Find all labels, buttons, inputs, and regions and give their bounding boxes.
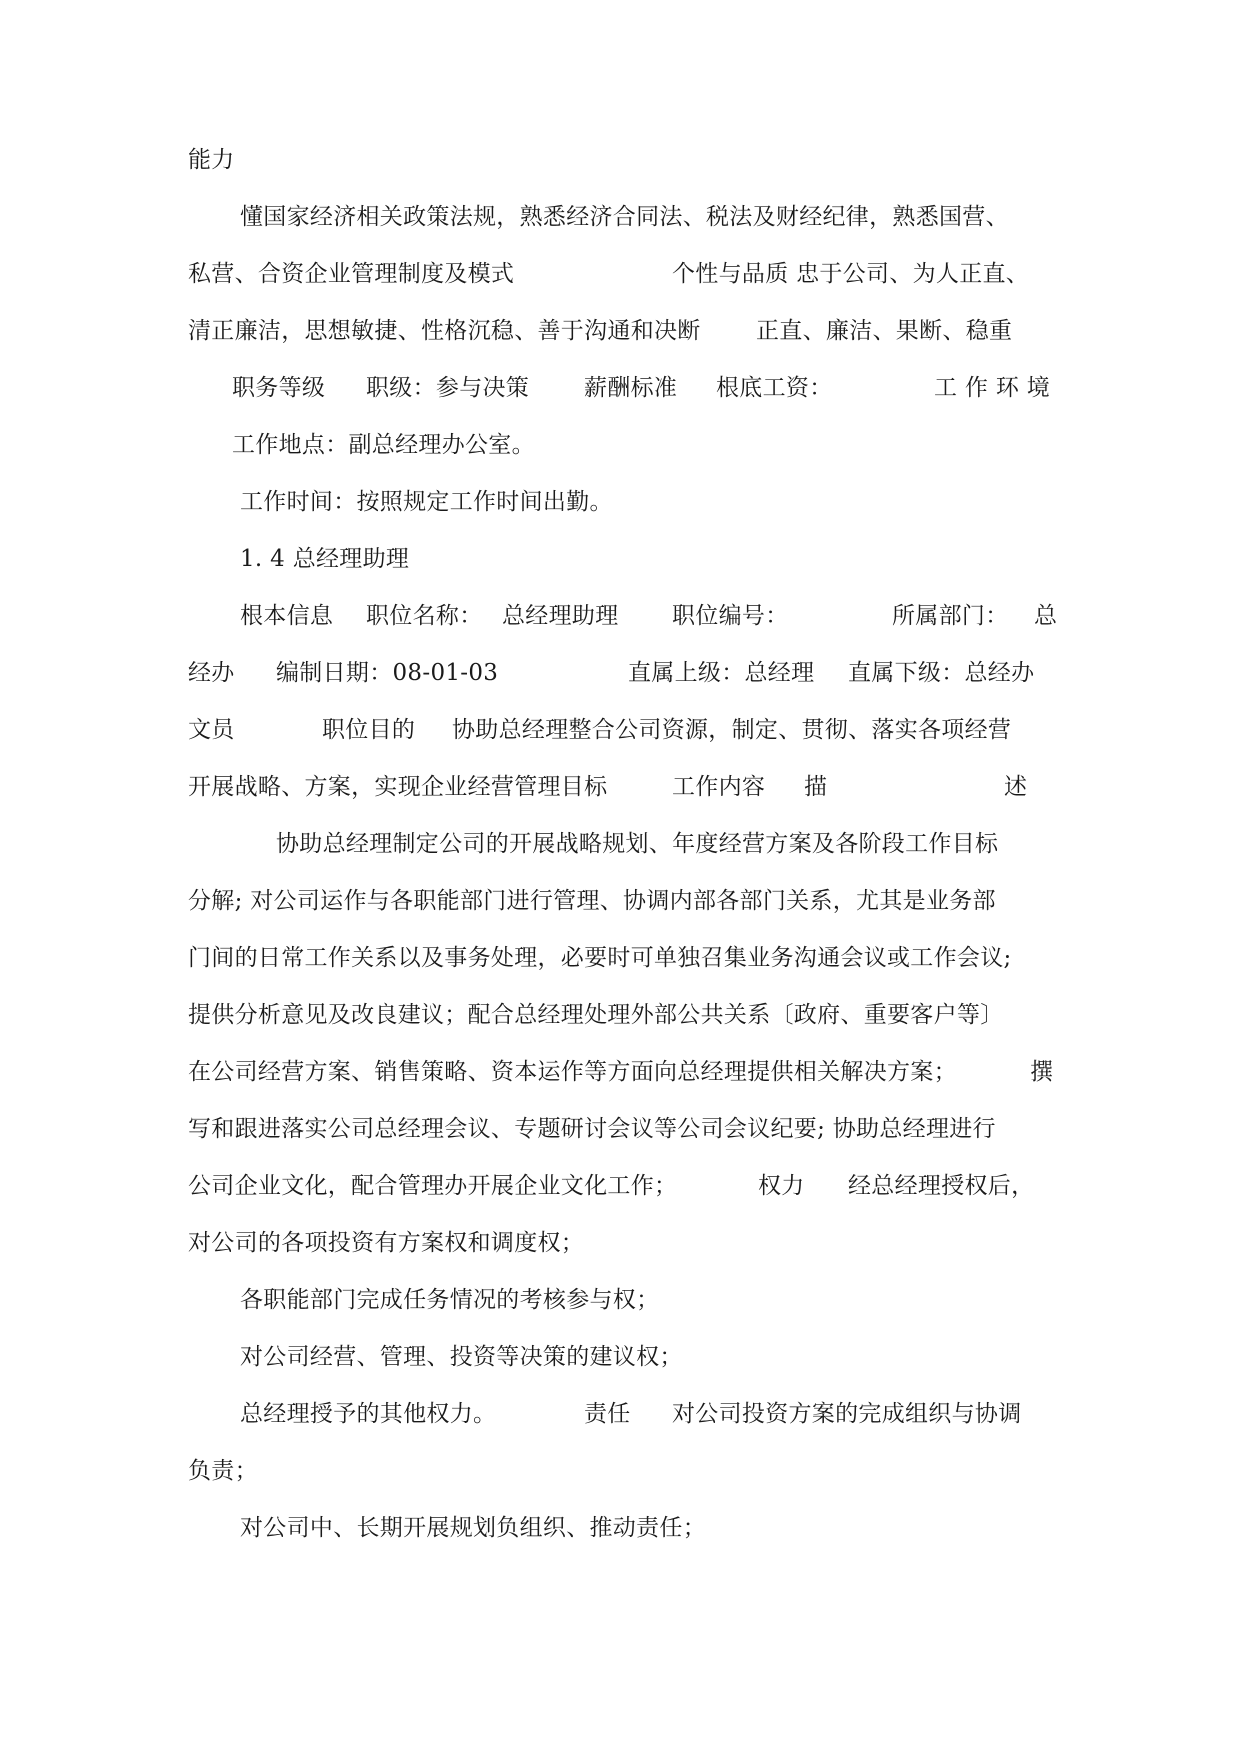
text-line [0,943,1241,973]
text-segment: 撰 [1030,1059,1054,1085]
text-line [0,544,1241,574]
text-segment: 各职能部门完成任务情况的考核参与权； [240,1287,660,1313]
text-segment: 个性与品质 忠于公司、为人正直、 [672,261,1030,287]
text-line [0,1114,1241,1144]
text-segment: 职位编号： [672,603,789,629]
text-segment: 负责； [188,1458,258,1484]
text-line [0,1513,1241,1543]
text-line [0,1000,1241,1030]
text-segment: 经总经理授权后， [848,1173,1035,1199]
text-segment: 根本信息 [240,603,334,629]
text-line [0,145,1241,175]
text-segment: 分解; 对公司运作与各职能部门进行管理、协调内部各部门关系，尤其是业务部 [188,888,996,914]
text-line [0,886,1241,916]
text-segment: 职位名称： [366,603,483,629]
text-line [0,1057,1241,1087]
text-line [0,1399,1241,1429]
text-segment: 直属上级：总经理 [628,660,815,686]
text-line [0,1228,1241,1258]
text-segment: 私营、合资企业管理制度及模式 [188,261,515,287]
text-segment: 对公司中、长期开展规划负组织、推动责任； [240,1515,706,1541]
text-segment: 对公司经营、管理、投资等决策的建议权； [240,1344,683,1370]
text-segment: 职务等级 [232,375,326,401]
text-segment: 懂国家经济相关政策法规，熟悉经济合同法、税法及财经纪律，熟悉国营、 [240,204,1009,230]
text-segment: 所属部门： [892,603,1009,629]
text-line [0,601,1241,631]
text-segment: 总 [1034,603,1058,629]
text-segment: 对公司投资方案的完成组织与协调 [672,1401,1022,1427]
text-segment: 责任 [584,1401,631,1427]
text-segment: 公司企业文化，配合管理办开展企业文化工作； [188,1173,678,1199]
text-segment: 工 作 环 境 [934,375,1051,401]
text-segment: 能力 [188,147,235,173]
text-segment: 述 [1004,774,1028,800]
text-segment: 薪酬标准 [584,375,678,401]
text-line [0,1342,1241,1372]
text-segment: 提供分析意见及改良建议；配合总经理处理外部公共关系〔政府、重要客户等〕 [188,1002,1004,1028]
text-segment: 直属下级：总经办 [848,660,1035,686]
text-line [0,772,1241,802]
text-line [0,487,1241,517]
text-line [0,658,1241,688]
text-segment: 工作内容 [672,774,766,800]
text-segment: 工作时间：按照规定工作时间出勤。 [240,489,613,515]
text-segment: 清正廉洁，思想敏捷、性格沉稳、善于沟通和决断 [188,318,701,344]
text-segment: 对公司的各项投资有方案权和调度权； [188,1230,585,1256]
text-segment: 门间的日常工作关系以及事务处理，必要时可单独召集业务沟通会议或工作会议; [188,945,1012,971]
text-line [0,1171,1241,1201]
text-segment: 协助总经理整合公司资源，制定、贯彻、落实各项经营 [452,717,1012,743]
text-line [0,316,1241,346]
text-segment: 总经理授予的其他权力。 [240,1401,497,1427]
text-line [0,202,1241,232]
text-segment: 文员 [188,717,235,743]
text-segment: 编制日期：08-01-03 [276,660,499,686]
text-line [0,1285,1241,1315]
text-segment: 经办 [188,660,235,686]
text-segment: 权力 [758,1173,805,1199]
text-segment: 总经理助理 [502,603,619,629]
text-segment: 描 [804,774,828,800]
text-segment: 开展战略、方案，实现企业经营管理目标 [188,774,608,800]
text-line [0,430,1241,460]
text-segment: 写和跟进落实公司总经理会议、专题研讨会议等公司会议纪要; 协助总经理进行 [188,1116,996,1142]
text-segment: 在公司经营方案、销售策略、资本运作等方面向总经理提供相关解决方案； [188,1059,957,1085]
text-segment: 职位目的 [322,717,416,743]
text-segment: 正直、廉洁、果断、稳重 [756,318,1013,344]
text-line [0,373,1241,403]
text-segment: 协助总经理制定公司的开展战略规划、年度经营方案及各阶段工作目标 [276,831,999,857]
text-line [0,1456,1241,1486]
text-line [0,715,1241,745]
text-segment: 1. 4 总经理助理 [240,546,410,572]
text-line [0,259,1241,289]
text-segment: 职级：参与决策 [366,375,530,401]
text-segment: 根底工资： [716,375,833,401]
text-line [0,829,1241,859]
text-segment: 工作地点：副总经理办公室。 [232,432,535,458]
